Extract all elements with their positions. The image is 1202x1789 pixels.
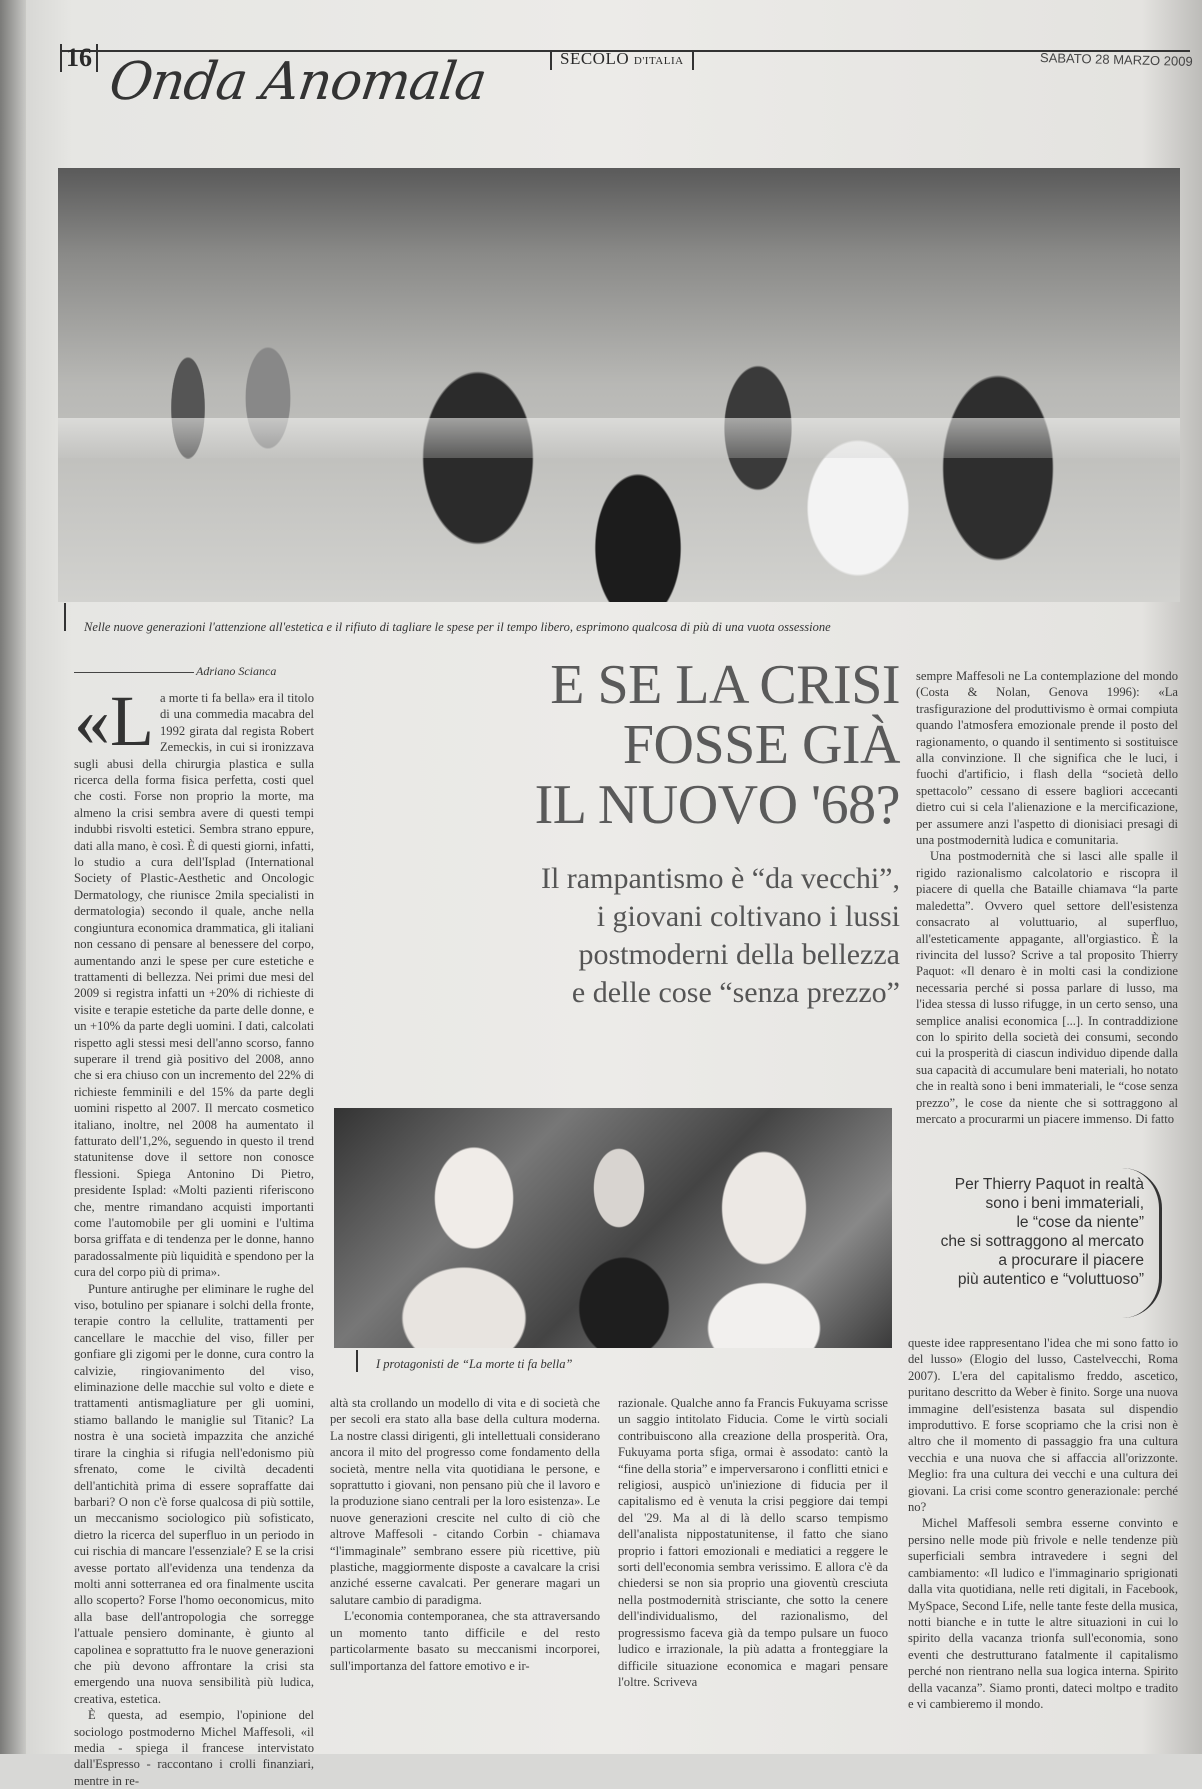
photo-mid-caption: I protagonisti de “La morte ti fa bella”: [376, 1357, 573, 1371]
drop-cap: «L: [74, 681, 154, 761]
article-paragraph: Michel Maffesoli sembra esserne convinto e persino nelle mode più frivole e nelle tendenze più superficiali sembra intravedere i segni del cambiamento: «Il ludico e l'immaginario sprigionati dalla vita quotidiana, nelle reti digitali, in Facebook, MySpace, Second Life, nelle tante feste della musica, notti bianche e in tutte le altre situazioni in cui lo spirito della vacanza trionfa sull'economia, sono eventi che destrutturano fatalmente il capitalismo perché non rientrano nella sua logica interna. Spirito della vacanza”. Siamo pronti, dateci moltpo e tradito e vi cambieremo il mondo.: [908, 1516, 1178, 1711]
headline-line: IL NUOVO '68?: [534, 774, 900, 836]
page-spine: [0, 0, 26, 1754]
byline: Adriano Scianca: [196, 664, 277, 678]
article-paragraph: È questa, ad esempio, l'opinione del sociologo postmoderno Michel Maffesoli, «il media - spiega il francese intervistato dall'Espresso - raccontano i crolli finanziari, mentre in re-: [74, 1708, 314, 1788]
section-title: Onda Anomala: [105, 52, 490, 112]
subhead-line: i giovani coltivano i lussi: [596, 900, 900, 933]
masthead-main: SECOLO: [560, 49, 630, 68]
article-column-2: [330, 1395, 600, 1740]
byline-rule: [74, 672, 194, 673]
article-paragraph: altà sta crollando un modello di vita e di società che per secoli era stato alla base della cultura moderna. La nostre classi dirigenti, gli intellettuali considerano ancora il mito del progresso come fondamento della società, mentre nella vita quotidiana le persone, e soprattutto i giovani, non pensano più che il lavoro e la produzione siano centrali per la loro esistenza». Le nuove generazioni crescite nel culto di ciò che altrove Maffesoli - citando Corbin - chiamava “l'immaginale” sembrano essere più ricettive, più plastiche, maggiormente disposte a cavalcare la crisi anziché esserne cavalcati. Per generare magari un salutare cambio di paradigma.: [330, 1396, 600, 1607]
headline-line: E SE LA CRISI: [550, 654, 900, 716]
article-column-3: [618, 1395, 888, 1740]
photo-film-cast: [334, 1108, 892, 1348]
caption-bar: [356, 1350, 358, 1372]
pullquote-line: che si sottraggono al mercato: [940, 1233, 1144, 1250]
pullquote-line: le “cose da niente”: [1016, 1214, 1144, 1231]
article-paragraph: queste idee rappresentano l'idea che mi sono fatto io del lusso» (Elogio del lusso, Castelvecchi, Roma 2007). L'era del capitalismo freddo, ascetico, puritano descritto da Weber è finito. Sorge una nuova immagine dell'esistenza basata sul dispendio improduttivo. E forse scopriamo che la crisi non è altro che il momento di passaggio fra una cultura vecchia e una nuova che si affaccia all'orizzonte. Meglio: fra una cultura dei vecchi e una cultura dei giovani. La crisi come scontro generazionale: perché no?: [908, 1336, 1178, 1515]
pullquote-line: Per Thierry Paquot in realtà: [954, 1176, 1144, 1193]
headline: [420, 655, 900, 835]
subhead-line: postmoderni della bellezza: [578, 938, 900, 971]
article-paragraph: Una postmodernità che si lasci alle spalle il rigido razionalismo calcolatorio e riscopra il piacere di quella che Bataille chiamava “la parte maledetta”. Ovvero quel settore dell'esistenza consacrato al voluttuario, al superfluo, all'esteticamente appagante, all'orgiastico. È la rivincita del lusso? Scrive a tal proposito Thierry Paquot: «Il denaro è in molti casi la condizione necessaria perché si possa parlare di lusso, ma l'idea stessa di lusso rifugge, in un certo senso, una semplice analisi economica [...]. In contraddizione con lo spirito della società dei consumi, secondo cui la prosperità di ciascun individuo dipende dalla sua capacità di accumulare beni materiali, ho notato che in realtà sono i beni immateriali, le “cose senza prezzo”, le cose da niente che si sottraggono al mercato a procurarmi un piacere immenso. Di fatto: [916, 849, 1178, 1126]
subheadline: [410, 860, 900, 1012]
photo-top-caption: Nelle nuove generazioni l'attenzione all'estetica e il rifiuto di tagliare le spese per il tempo libero, esprimono qualcosa di più di una vuota ossessione: [84, 620, 831, 634]
issue-date: SABATO 28 MARZO 2009: [1039, 50, 1193, 69]
article-paragraph: «La morte ti fa bella» era il titolo di una commedia macabra del 1992 girata dal regista Robert Zemeckis, in cui si ironizzava sugli abusi della chirurgia plastica e sulla ricerca della forma fisica perfetta, costi quel che costi. Forse non proprio la morte, ma almeno la crisi sembra avere di questi tempi indubbi risvolti estetici. Sembra strano eppure, dati alla mano, è così. È di questi giorni, infatti, lo studio a cura dell'Isplad (International Society of Plastic-Aesthetic and Oncologic Dermatology, che riunisce 2mila specialisti in dermatologia) secondo il quale, anche nella congiuntura economica drammatica, gli italiani non cessano di pensare al benessere del corpo, aumentando anzi le spese per cure estetiche e trattamenti di bellezza. Nei primi due mesi del 2009 si registra infatti un +20% di richieste di visite e terapie estetiche da parte delle donne, e un +10% da parte degli uomini. I dati, calcolati rispetto agli stessi mesi dell'anno scorso, fanno superare il trend già positivo del 2008, anno che si era chiuso con un incremento del 22% di richieste femminili e del 15% da parte degli uomini rispetto al 2007. Il mercato cosmetico italiano, inoltre, nel 2008 ha aumentato il fatturato dell'1,2%, seguendo in questo il trend statunitense dove il settore non conosce flessioni. Spiega Antonino Di Pietro, presidente Isplad: «Molti pazienti riferiscono che, mentre rimandano acquisti importanti come l'automobile per gli uomini e l'ultima borsa griffata e di tendenza per le donne, hanno paradossalmente più liquidità e spendono per la cura del corpo più di prima».: [74, 681, 314, 1280]
article-paragraph: sempre Maffesoli ne La contemplazione del mondo (Costa & Nolan, Genova 1996): «La trasfigurazione del produttivismo è ormai compiuta quando l'atmosfera emozionale prende il posto del ragionamento, o quando il sentimento si sostituisce alla convinzione. Il che significa che le luci, i fuochi d'artificio, i flash della “società dello spettacolo” cessano di essere bagliori accecanti dietro cui si cela l'alienazione e la mercificazione, per assumere anzi l'aspetto di dionisiaci presagi di una postmodernità ludica e comunitaria.: [916, 669, 1178, 848]
pullquote: [900, 1175, 1144, 1289]
article-column-4: [916, 668, 1178, 1146]
subhead-line: Il rampantismo è “da vecchi”,: [540, 862, 900, 895]
pullquote-line: a procurare il piacere: [998, 1252, 1144, 1269]
subhead-line: e delle cose “senza prezzo”: [571, 976, 900, 1009]
masthead-small: D'ITALIA: [633, 55, 684, 67]
masthead: [550, 50, 694, 70]
article-column-1: [74, 681, 314, 1788]
pullquote-line: più autentico e “voluttuoso”: [957, 1271, 1144, 1288]
article-paragraph: L'economia contemporanea, che sta attraversando un momento tanto difficile e del resto particolarmente basato su meccanismi incorporei, sull'importanza del fattore emotivo e ir-: [330, 1609, 600, 1673]
page-number: 16: [60, 44, 98, 72]
caption-bar: [64, 603, 66, 631]
article-column-4-bottom: [908, 1335, 1178, 1740]
headline-line: FOSSE GIÀ: [622, 714, 900, 776]
pullquote-line: sono i beni immateriali,: [985, 1195, 1144, 1212]
article-paragraph: razionale. Qualche anno fa Francis Fukuyama scrisse un saggio intitolato Fiducia. Come le virtù sociali contribuiscono alla creazione della prosperità. Ora, Fukuyama porta sfiga, ormai è assodato: cantò la “fine della storia” e imperversarono i conflitti etnici e religiosi, auspicò un'iniezione di fiducia per il capitalismo ed è venuta la crisi peggiore dai tempi del '29. Ma al di là dello scarso tempismo dell'analista nippostatunitense, il fatto che siano proprio i fattori emozionali e mediatici a reggere le sorti dell'economia sembra verissimo. E allora c'è da chiedersi se non sia proprio una gioventù cresciuta nella postmodernità strisciante, che sotto la cenere dell'individualismo, del razionalismo, del progressismo faceva già da tempo pulsare un fuoco ludico e irrazionale, la più adatta a fronteggiare la difficile situazione economica e magari pensare l'oltre. Scriveva: [618, 1396, 888, 1689]
photo-street-youth: [58, 168, 1180, 602]
article-paragraph: Punture antirughe per eliminare le rughe del viso, botulino per spianare i solchi della fronte, terapie contro la cellulite, trattamenti per cancellare le macchie del viso, filler per gonfiare gli zigomi per le donne, cura contro la calvizie, ringiovanimento del viso, eliminazione delle macchie sul volto e diete e trattamenti antismagliature per gli uomini, stiamo ballando le maniglie sul Titanic? La nostra è una società impazzita che anziché tirare la cinghia si rifugia nell'edonismo più sfrenato, come le civiltà decadenti dell'antichità prima di essere sopraffatte dai barbari? O non c'è forse qualcosa di più sottile, un meccanismo sociologico più sofisticato, dietro la ricerca del superfluo in un periodo in cui rischia di mancare l'essenziale? E se la crisi avesse portato all'evidenza una tendenza da molti anni sotterranea ed ora finalmente uscita allo scoperto? Forse l'homo oeconomicus, mito alla base dell'antropologia che sorregge l'attuale pensiero dominante, è giunto al capolinea e soprattutto fra le nuove generazioni che più devono affrontare la crisi sta emergendo una nuova sensibilità più ludica, creativa, estetica.: [74, 1281, 314, 1706]
